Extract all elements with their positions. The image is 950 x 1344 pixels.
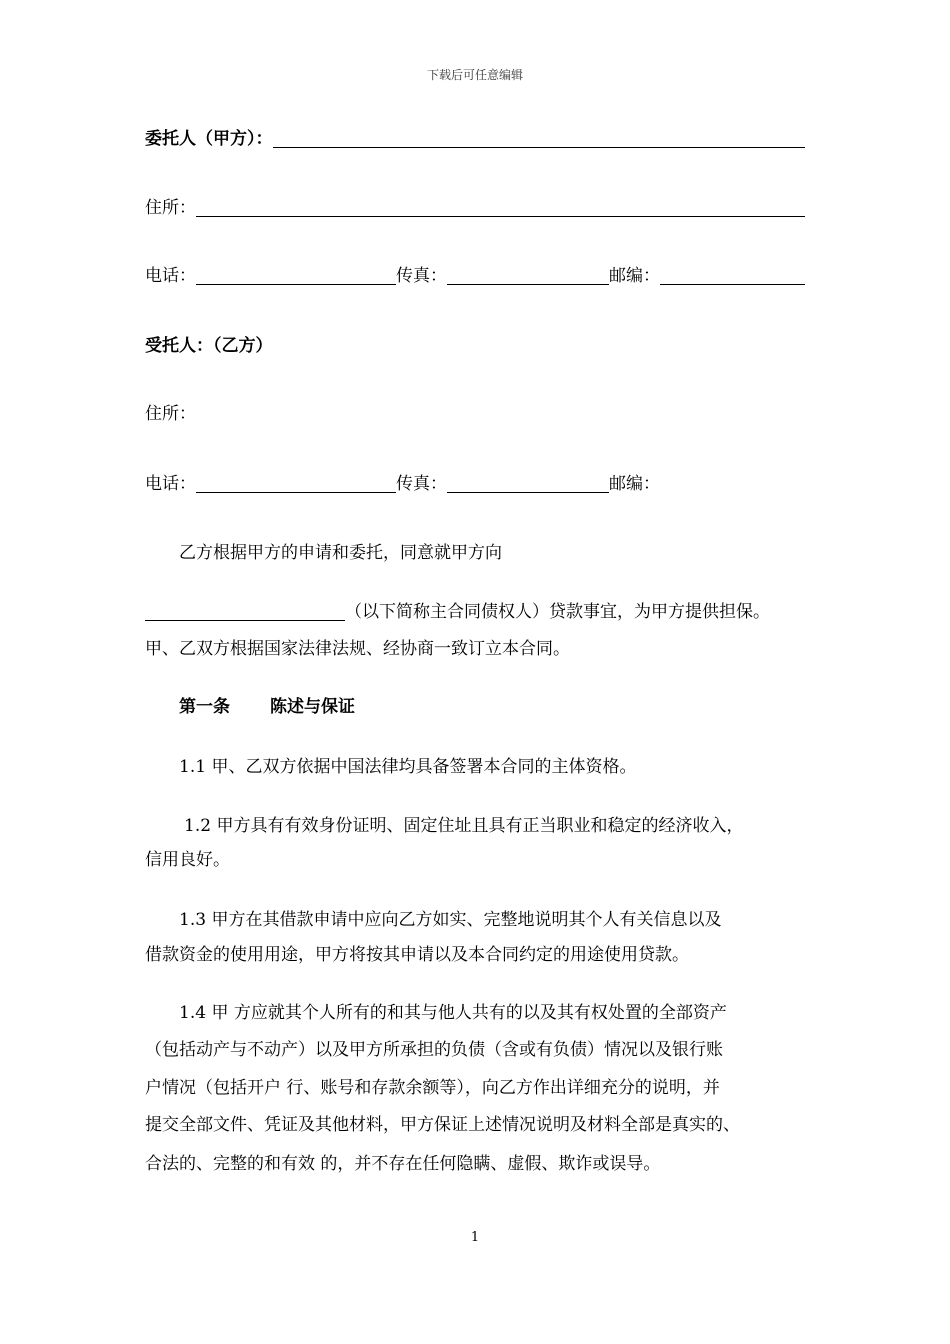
party-b-title: 受托人：（乙方） — [145, 336, 273, 356]
clause-1-1-text: 1.1 甲、乙双方依据中国法律均具备签署本合同的主体资格。 — [179, 757, 637, 777]
intro-line-3 — [145, 638, 805, 660]
party-b-fax-label: 传真： — [396, 474, 447, 494]
clause-1-4-text-2: （包括动产与不动产）以及甲方所承担的负债（含或有负债）情况以及银行账 — [145, 1040, 723, 1060]
article-1-title: 陈述与保证 — [270, 697, 355, 717]
article-1-number: 第一条 — [179, 697, 230, 717]
clause-1-2-text-2: 信用良好。 — [145, 850, 230, 870]
clause-1-3-line-2 — [145, 944, 805, 966]
party-a-address-label: 住所： — [145, 198, 196, 218]
clause-1-4-line-1 — [179, 1002, 839, 1024]
party-a-phone-label: 电话： — [145, 266, 196, 286]
party-a-address-row — [145, 197, 805, 219]
clause-1-4-line-4 — [145, 1114, 805, 1136]
clause-1-3-text-1: 1.3 甲方在其借款申请中应向乙方如实、完整地说明其个人有关信息以及 — [179, 910, 722, 930]
party-b-phone-label: 电话： — [145, 474, 196, 494]
clause-1-3-line-1 — [179, 909, 839, 931]
clause-1-2-text-1: 1.2 甲方具有有效身份证明、固定住址且具有正当职业和稳定的经济收入， — [184, 816, 744, 836]
party-b-address-label: 住所： — [145, 404, 196, 424]
party-b-fax-blank[interactable] — [447, 474, 609, 493]
clause-1-1 — [179, 756, 839, 778]
intro-text-3: 甲、乙双方根据国家法律法规、经协商一致订立本合同。 — [145, 639, 570, 659]
intro-line-1 — [179, 542, 839, 564]
article-1-heading — [179, 696, 839, 718]
party-a-title: 委托人（甲方）： — [145, 129, 273, 149]
party-b-address-row — [145, 403, 805, 425]
intro-text-2: （以下简称主合同债权人）贷款事宜，为甲方提供担保。 — [345, 602, 770, 622]
clause-1-2-line-1 — [184, 815, 844, 837]
party-a-title-row — [145, 128, 805, 150]
party-a-contact-row — [145, 265, 805, 287]
party-a-name-blank[interactable] — [273, 129, 806, 148]
party-a-post-label: 邮编： — [609, 266, 660, 286]
clause-1-4-text-5: 合法的、完整的和有效 的，并不存在任何隐瞒、虚假、欺诈或误导。 — [145, 1154, 661, 1174]
party-a-post-blank[interactable] — [660, 266, 805, 285]
party-a-fax-blank[interactable] — [447, 266, 609, 285]
clause-1-4-text-1: 1.4 甲 方应就其个人所有的和其与他人共有的以及其有权处置的全部资产 — [179, 1003, 727, 1023]
party-a-address-blank[interactable] — [196, 198, 805, 217]
intro-text-1: 乙方根据甲方的申请和委托，同意就甲方向 — [179, 543, 502, 563]
creditor-blank[interactable] — [145, 602, 345, 621]
clause-1-4-line-5 — [145, 1153, 805, 1175]
clause-1-4-line-3 — [145, 1077, 805, 1099]
party-a-phone-blank[interactable] — [196, 266, 396, 285]
party-b-contact-row — [145, 473, 805, 495]
party-b-post-label: 邮编： — [609, 474, 660, 494]
party-b-phone-blank[interactable] — [196, 474, 396, 493]
clause-1-2-line-2 — [145, 849, 805, 871]
clause-1-4-line-2 — [145, 1039, 805, 1061]
party-a-fax-label: 传真： — [396, 266, 447, 286]
party-b-title-row — [145, 335, 805, 357]
clause-1-3-text-2: 借款资金的使用用途，甲方将按其申请以及本合同约定的用途使用贷款。 — [145, 945, 689, 965]
header-note: 下载后可任意编辑 — [426, 68, 523, 82]
intro-line-2 — [145, 601, 825, 623]
clause-1-4-text-4: 提交全部文件、凭证及其他材料，甲方保证上述情况说明及材料全部是真实的、 — [145, 1115, 740, 1135]
clause-1-4-text-3: 户情况（包括开户 行、账号和存款余额等），向乙方作出详细充分的说明，并 — [145, 1078, 720, 1098]
page-number: 1 — [470, 1230, 480, 1245]
